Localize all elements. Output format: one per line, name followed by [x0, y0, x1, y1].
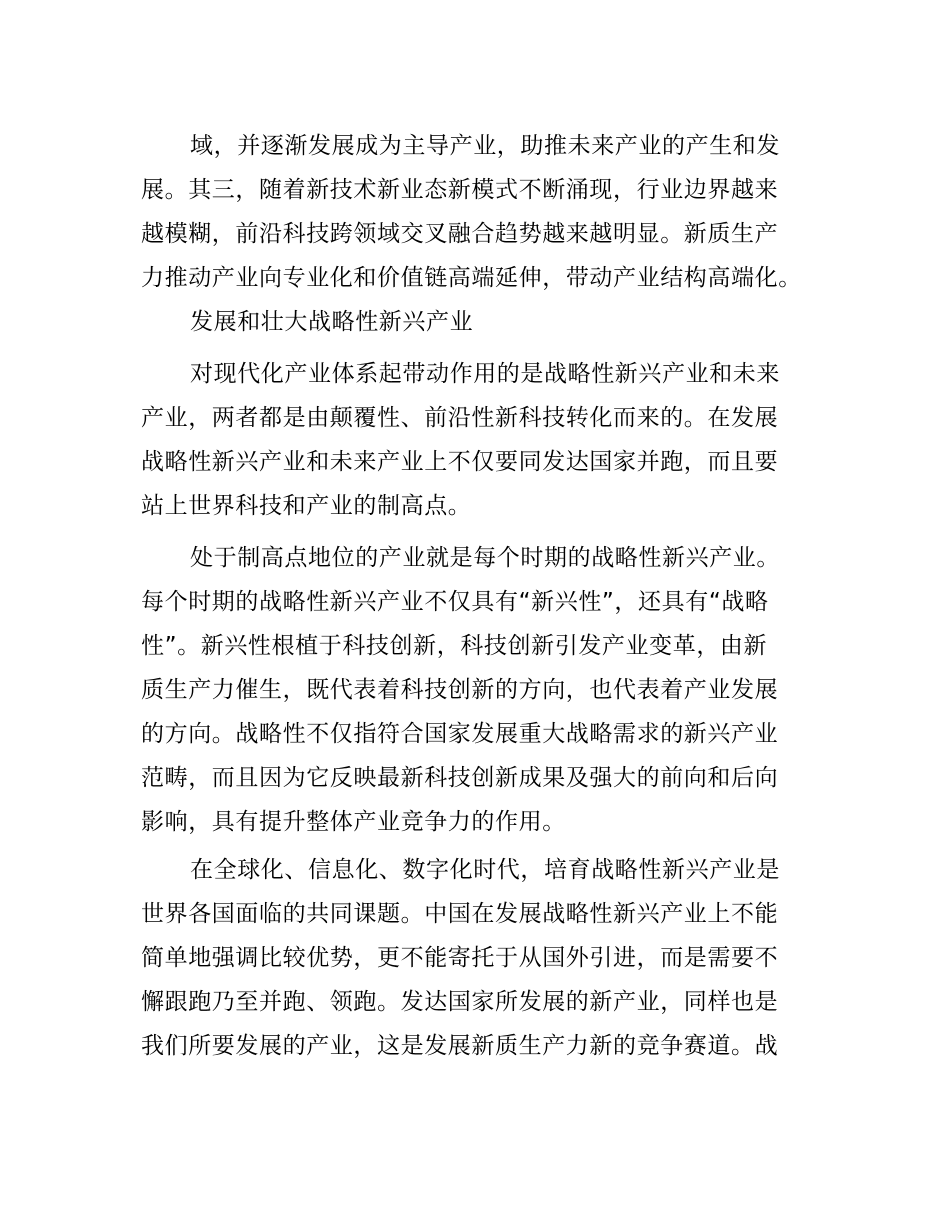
paragraph-2-line-1: 对现代化产业体系起带动作用的是战略性新兴产业和未来	[190, 361, 780, 387]
paragraph-4-line-4: 懈跟跑乃至并跑、领跑。发达国家所发展的新产业，同样也是	[141, 989, 779, 1015]
paragraph-1-line-4: 力推动产业向专业化和价值链高端延伸，带动产业结构高端化。	[141, 265, 802, 291]
paragraph-3-line-4: 质生产力催生，既代表着科技创新的方向，也代表着产业发展	[141, 677, 779, 703]
paragraph-4-line-5: 我们所要发展的产业，这是发展新质生产力新的竞争赛道。战	[141, 1033, 779, 1059]
paragraph-3-line-2: 每个时期的战略性新兴产业不仅具有“新兴性”，还具有“战略	[141, 589, 769, 615]
paragraph-3-line-5: 的方向。战略性不仅指符合国家发展重大战略需求的新兴产业	[141, 721, 779, 747]
paragraph-1-line-3: 越模糊，前沿科技跨领域交叉融合趋势越来越明显。新质生产	[141, 221, 779, 247]
section-heading: 发展和壮大战略性新兴产业	[190, 309, 474, 335]
paragraph-4-line-1: 在全球化、信息化、数字化时代，培育战略性新兴产业是	[190, 857, 780, 883]
paragraph-2-line-2: 产业，两者都是由颠覆性、前沿性新科技转化而来的。在发展	[141, 405, 779, 431]
paragraph-3-line-1: 处于制高点地位的产业就是每个时期的战略性新兴产业。	[190, 545, 780, 571]
paragraph-2-line-3: 战略性新兴产业和未来产业上不仅要同发达国家并跑，而且要	[141, 449, 779, 475]
paragraph-1-line-1: 域，并逐渐发展成为主导产业，助推未来产业的产生和发	[190, 133, 780, 159]
paragraph-3-line-3: 性”。新兴性根植于科技创新，科技创新引发产业变革，由新	[141, 633, 768, 659]
paragraph-3-line-7: 影响，具有提升整体产业竞争力的作用。	[141, 809, 566, 835]
paragraph-1-line-2: 展。其三，随着新技术新业态新模式不断涌现，行业边界越来	[141, 177, 779, 203]
paragraph-2-line-4: 站上世界科技和产业的制高点。	[141, 493, 472, 519]
paragraph-4-line-2: 世界各国面临的共同课题。中国在发展战略性新兴产业上不能	[141, 901, 779, 927]
paragraph-4-line-3: 简单地强调比较优势，更不能寄托于从国外引进，而是需要不	[141, 945, 779, 971]
paragraph-3-line-6: 范畴，而且因为它反映最新科技创新成果及强大的前向和后向	[141, 765, 779, 791]
